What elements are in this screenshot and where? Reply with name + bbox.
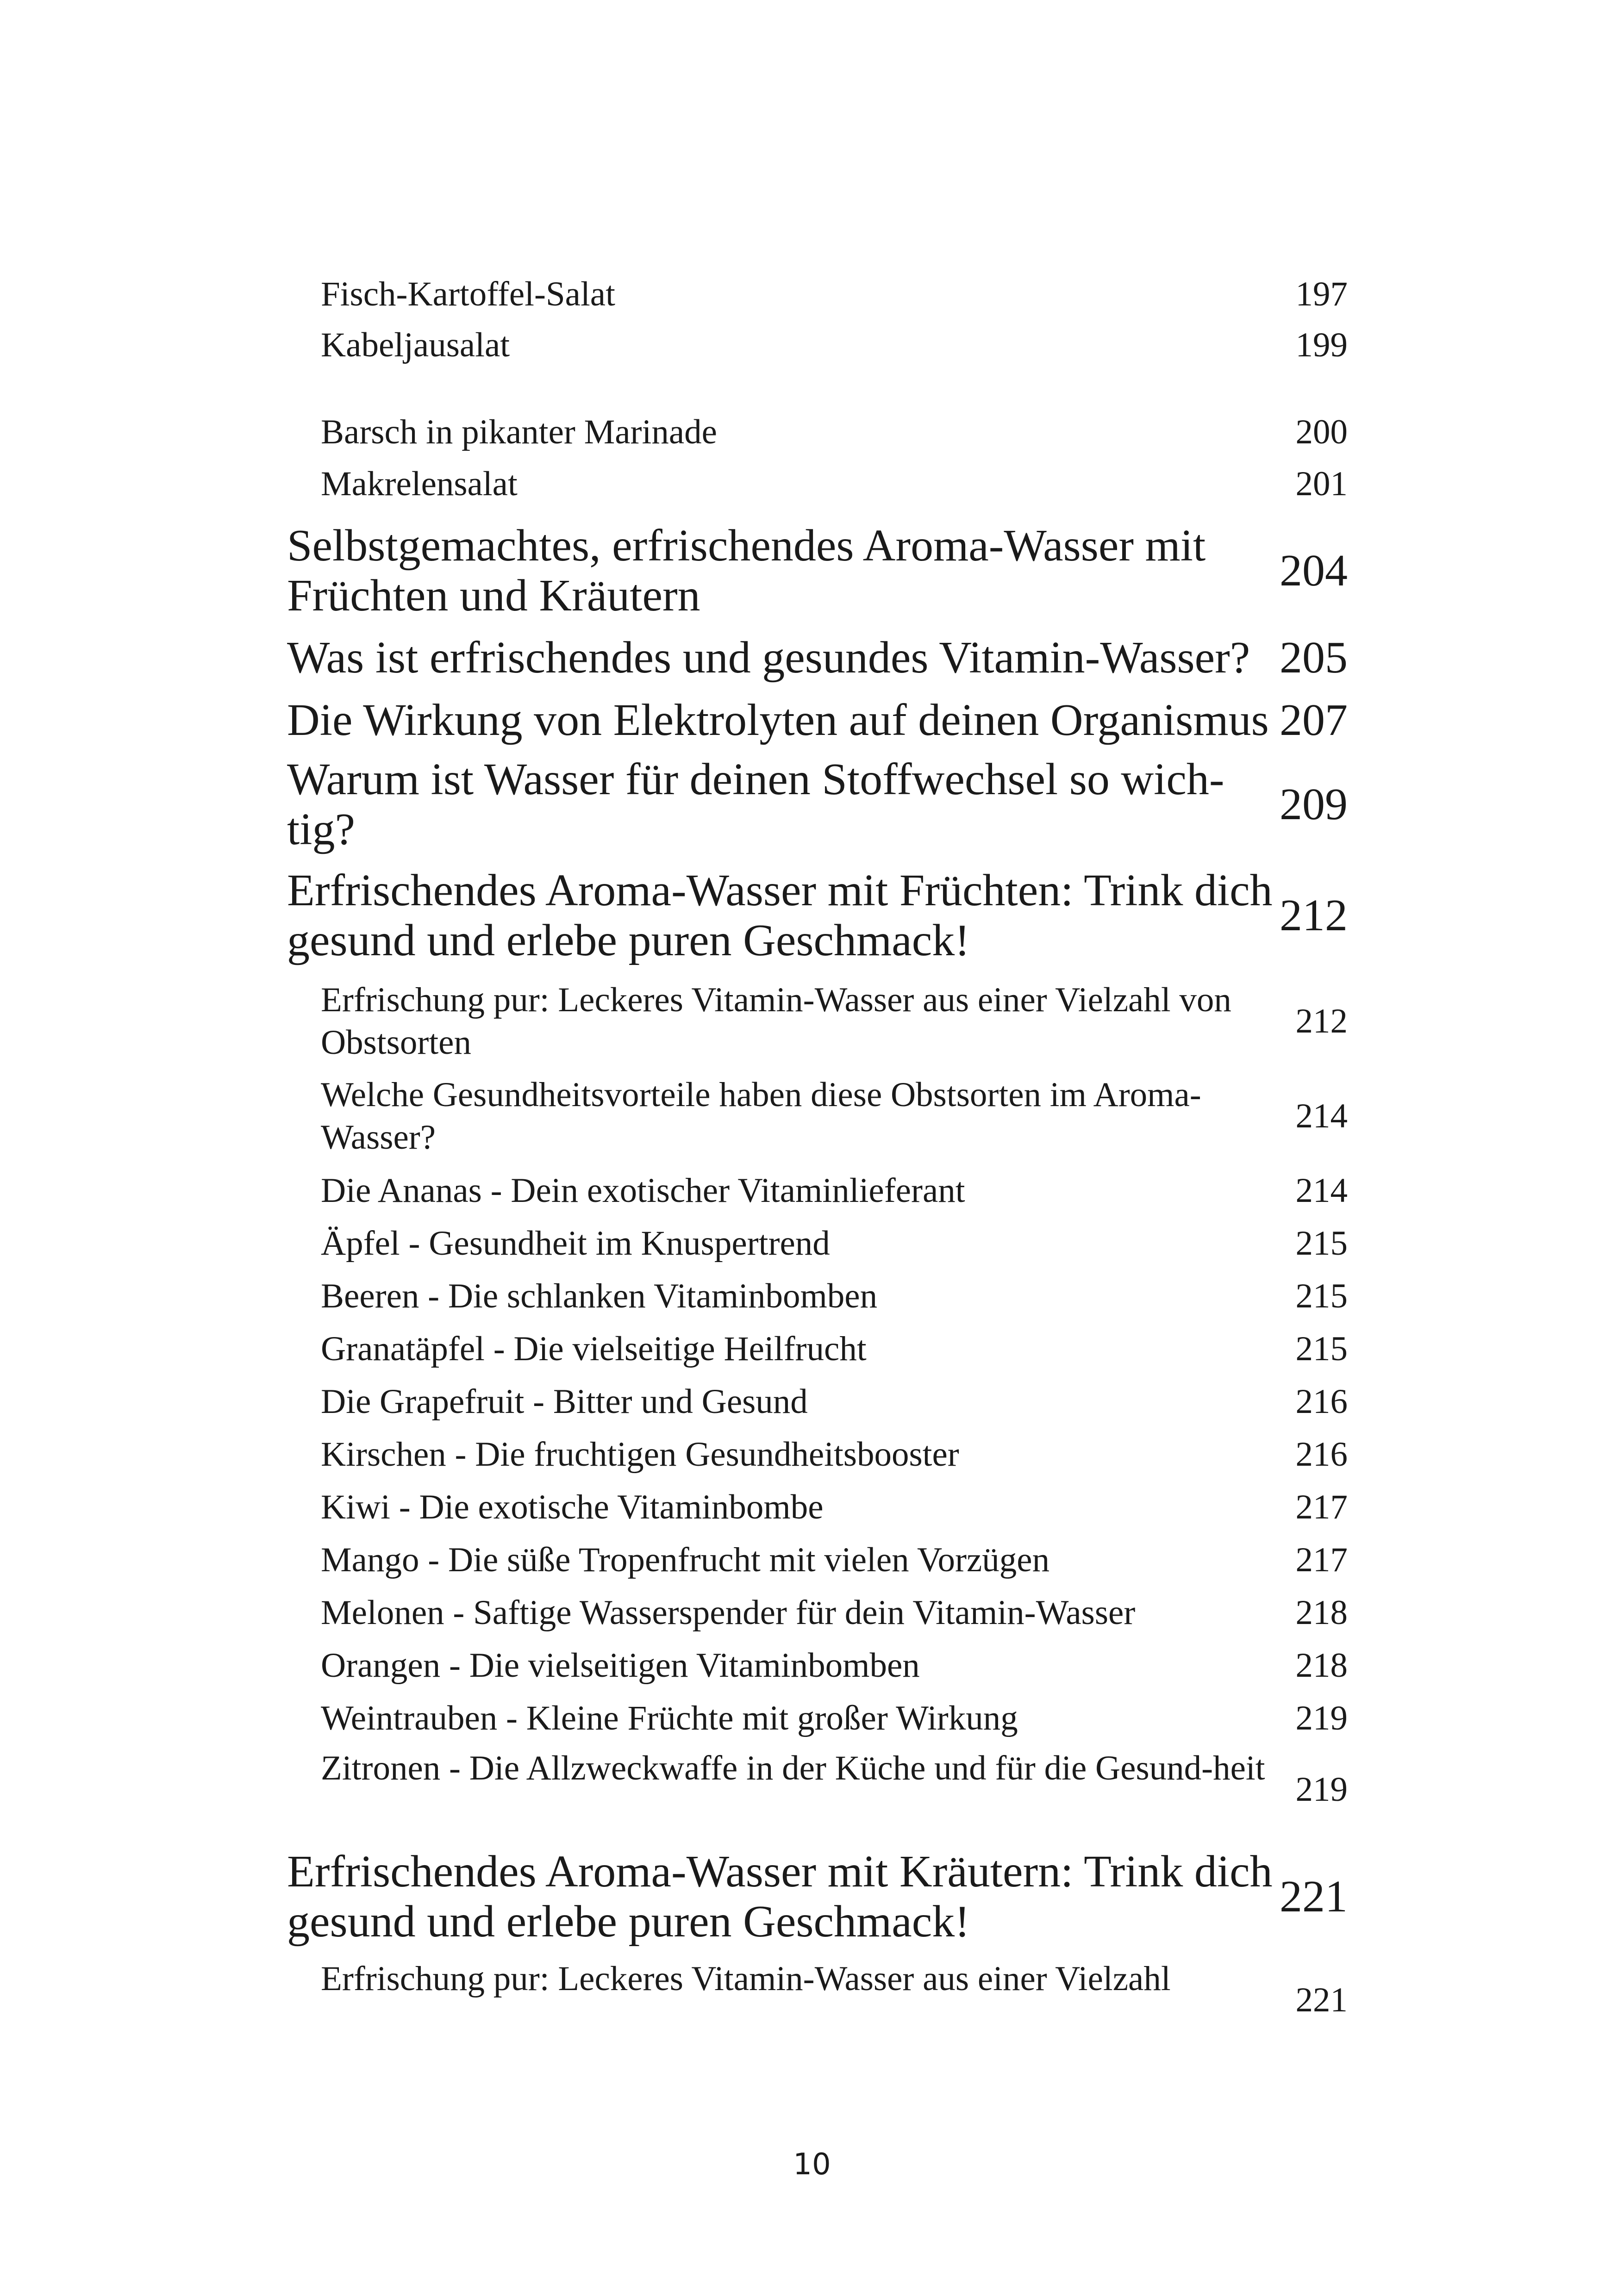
toc-entry-page: 199	[1295, 326, 1348, 364]
toc-entry-page: 219	[1295, 1699, 1348, 1737]
toc-entry-title: Orangen - Die vielseitigen Vitaminbomben	[321, 1646, 920, 1685]
toc-entry-title: Kiwi - Die exotische Vitaminbombe	[321, 1488, 824, 1526]
toc-entry-title: Erfrischung pur: Leckeres Vitamin-Wasser aus einer Vielzahl von Obstsorten	[321, 981, 1231, 1062]
toc-entry-page: 221	[1280, 1872, 1348, 1922]
toc-entry-page: 218	[1295, 1646, 1348, 1685]
toc-entry-page: 218	[1295, 1593, 1348, 1632]
toc-entry-title: Kirschen - Die fruchtigen Gesundheitsbooster	[321, 1435, 959, 1474]
toc-entry-page: 216	[1295, 1435, 1348, 1474]
toc-entry-page: 214	[1295, 1171, 1348, 1210]
page-number: 10	[793, 2147, 831, 2182]
toc-entry-title: Die Grapefruit - Bitter und Gesund	[321, 1382, 808, 1421]
toc-entry-page: 219	[1295, 1770, 1348, 1809]
toc-entry-page: 215	[1295, 1224, 1348, 1263]
toc-entry-page: 221	[1295, 1981, 1348, 2019]
toc-entry-title: Die Ananas - Dein exotischer Vitaminlieferant	[321, 1171, 965, 1210]
toc-entry-title: Makrelensalat	[321, 465, 518, 503]
toc-entry-title: Granatäpfel - Die vielseitige Heilfrucht	[321, 1330, 867, 1368]
toc-entry-title: Mango - Die süße Tropenfrucht mit vielen Vorzügen	[321, 1541, 1050, 1579]
toc-entry-page: 197	[1295, 275, 1348, 313]
toc-entry-page: 215	[1295, 1330, 1348, 1368]
toc-entry-page: 215	[1295, 1277, 1348, 1315]
toc-entry-title: Zitronen - Die Allzweckwaffe in der Küche und für die Gesund-heit	[321, 1749, 1265, 1787]
toc-entry-title: Erfrischendes Aroma-Wasser mit Kräutern: Trink dich gesund und erlebe puren Geschmack!	[287, 1847, 1273, 1947]
toc-entry-page: 212	[1280, 890, 1348, 940]
toc-entry-title: Weintrauben - Kleine Früchte mit großer Wirkung	[321, 1699, 1018, 1737]
toc-entry-title: Warum ist Wasser für deinen Stoffwechsel so wich-tig?	[287, 754, 1224, 854]
toc-entry-title: Erfrischung pur: Leckeres Vitamin-Wasser aus einer Vielzahl	[321, 1960, 1171, 1998]
toc-entry-title: Erfrischendes Aroma-Wasser mit Früchten: Trink dich gesund und erlebe puren Geschmack!	[287, 865, 1273, 965]
toc-entry-title: Kabeljausalat	[321, 326, 510, 364]
toc-entry-title: Barsch in pikanter Marinade	[321, 413, 717, 451]
toc-entry-page: 209	[1280, 779, 1348, 829]
toc-entry-page: 207	[1280, 695, 1348, 745]
toc-entry-page: 214	[1295, 1097, 1348, 1135]
toc-entry-title: Fisch-Kartoffel-Salat	[321, 275, 615, 313]
toc-entry-title: Welche Gesundheitsvorteile haben diese Obstsorten im Aroma-Wasser?	[321, 1076, 1201, 1157]
toc-entry-page: 204	[1280, 546, 1348, 596]
toc-entry-title: Was ist erfrischendes und gesundes Vitamin-Wasser?	[287, 633, 1250, 683]
toc-entry-title: Melonen - Saftige Wasserspender für dein Vitamin-Wasser	[321, 1593, 1136, 1632]
toc-entry-page: 217	[1295, 1488, 1348, 1526]
toc-entry-title: Äpfel - Gesundheit im Knuspertrend	[321, 1224, 830, 1263]
toc-entry-page: 212	[1295, 1002, 1348, 1040]
toc-entry-page: 217	[1295, 1541, 1348, 1579]
toc-entry-page: 216	[1295, 1382, 1348, 1421]
toc-entry-page: 205	[1280, 633, 1348, 683]
toc-entry-page: 200	[1295, 413, 1348, 451]
toc-entry-title: Selbstgemachtes, erfrischendes Aroma-Wasser mit Früchten und Kräutern	[287, 521, 1206, 621]
toc-entry-title: Die Wirkung von Elektrolyten auf deinen Organismus	[287, 695, 1269, 745]
toc-entry-title: Beeren - Die schlanken Vitaminbomben	[321, 1277, 878, 1315]
toc-entry-page: 201	[1295, 465, 1348, 503]
